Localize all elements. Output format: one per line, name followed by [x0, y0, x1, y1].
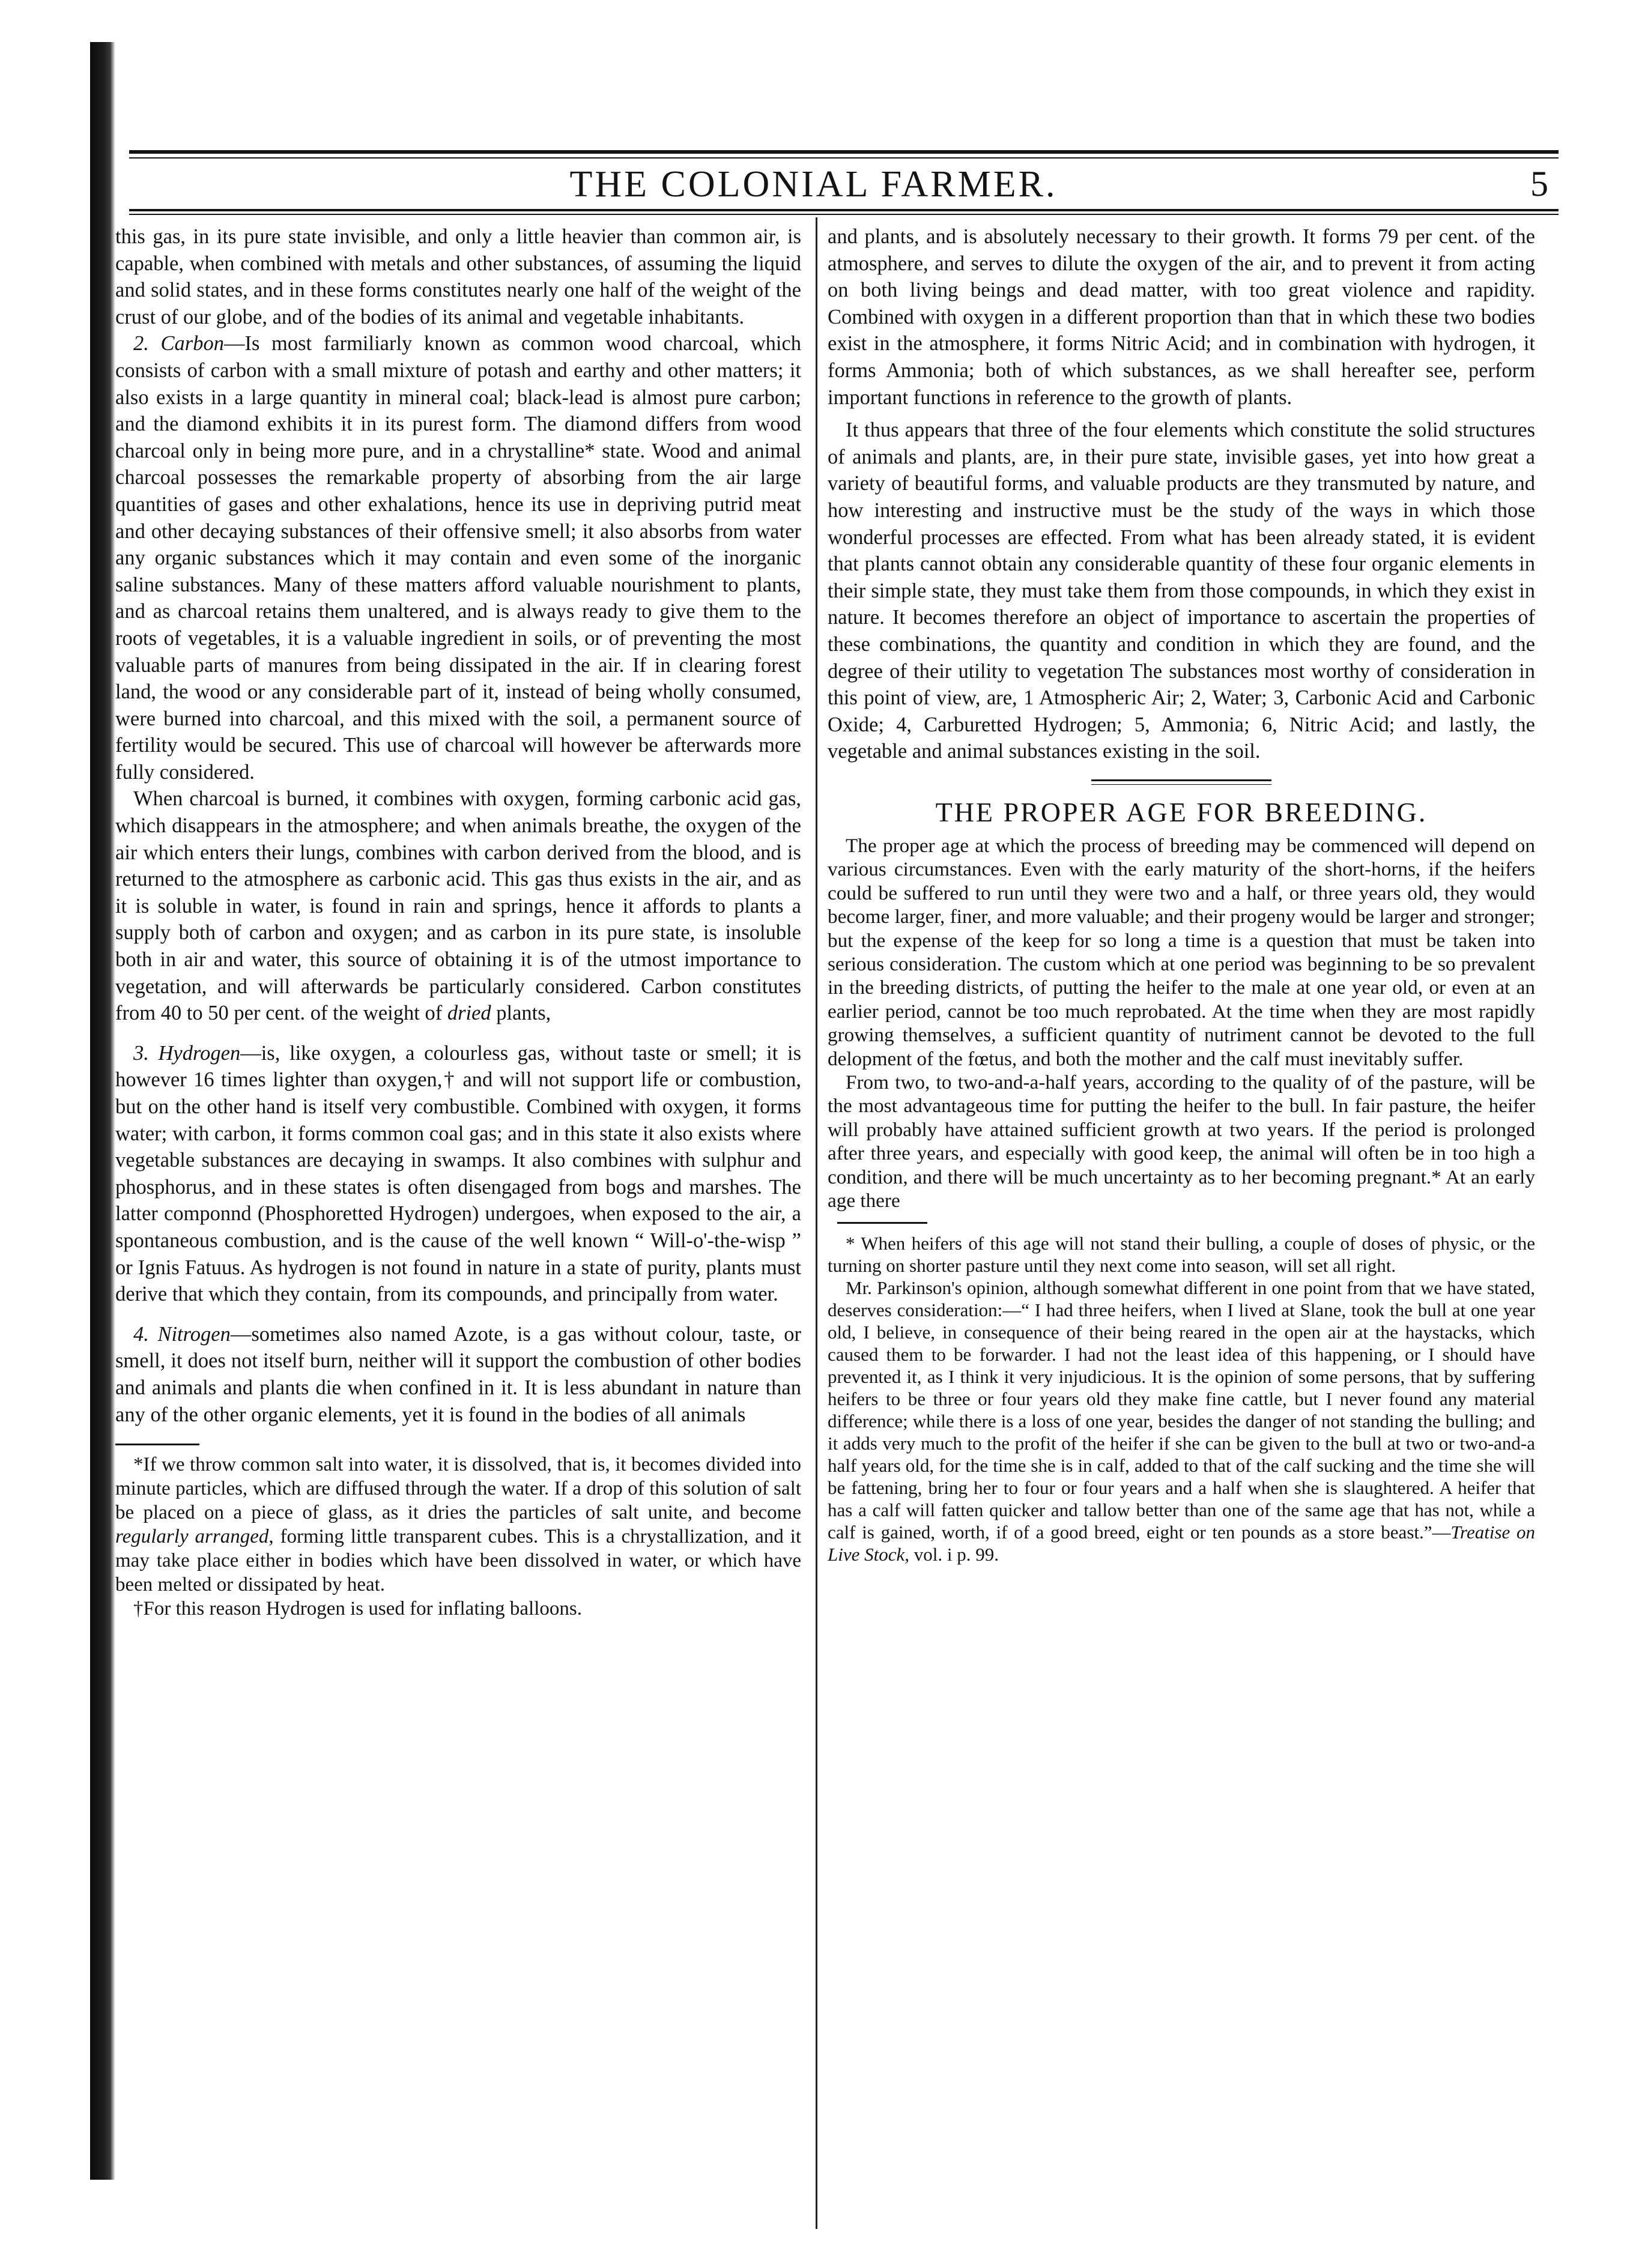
carbon-combustion-paragraph	[115, 785, 801, 1026]
header-rule-thin	[129, 214, 1559, 215]
column-divider	[816, 217, 817, 2229]
article-separator	[1091, 779, 1271, 785]
right-column	[828, 223, 1535, 1565]
oxygen-paragraph-continued: this gas, in its pure state invisible, and only a little heavier than common air, is capable, when combined with metals and other substances, of assuming the liquid and solid states, and in these forms constitutes nearly one half of the weight of the crust of our globe, and of the bodies of its animal and vegetable inhabitants.	[115, 225, 801, 328]
breeding-article	[828, 834, 1535, 1213]
header-rule	[129, 209, 1559, 211]
nitrogen-text: —sometimes also named Azote, is a gas without colour, taste, or smell, it does not itself burn, neither will it support the combustion of other bodies and animals and plants die when confined in it. It is less abundant in nature than any of the other organic elements, yet it is found in the bodies of all animals	[115, 1322, 801, 1426]
running-title: THE COLONIAL FARMER.	[569, 164, 1058, 205]
right-footnotes	[828, 1222, 1535, 1565]
nitrogen-paragraph	[115, 1321, 801, 1428]
carbon-combustion-text: When charcoal is burned, it combines with oxygen, forming carbonic acid gas, which disappears in the atmosphere; and when animals breathe, the oxygen of the air which enters their lungs, combines with carbon derived from the blood, and is returned to the atmosphere as carbonic acid. This gas thus exists in the air, and as it is soluble in water, is found in rain and springs, hence it affords to plants a supply both of carbon and oxygen; and as carbon in its pure state, is insoluble both in air and water, this source of obtaining it is of the utmost importance to vegetation, and will afterwards be particularly considered. Carbon constitutes from 40 to 50 per cent. of the weight of	[115, 787, 801, 1025]
article-paragraph-1: The proper age at which the process of breeding may be commenced will depend on various circumstances. Even with the early maturity of the short-horns, if the heifers could be suffered to run until they were two and a half, or three years old, they would become larger, finer, and more valuable; and their progeny would be larger and stronger; but the expense of the keep for so long a time is a question that must be taken into serious consideration. The custom which at one period was beginning to be so prevalent in the breeding districts, of putting the heifer to the male at one year old, or even at an earlier period, cannot be too much reprobated. At the time when they are most rapidly growing themselves, a sufficient quantity of nutriment cannot be devoted to the full delopment of the fœtus, and both the mother and the calf must inevitably suffer.	[828, 834, 1535, 1070]
footnote-heifers: * When heifers of this age will not stand their bulling, a couple of doses of physic, or the turning on shorter pasture until they next come into season, will set all right.	[828, 1233, 1535, 1277]
carbon-paragraph	[115, 330, 801, 785]
source-reference: vol. i p. 99.	[909, 1544, 999, 1565]
footnote-rule	[837, 1222, 927, 1224]
hydrogen-text: —is, like oxygen, a colourless gas, without taste or smell; it is however 16 times lighter than oxygen,† and will not support life or combustion, but on the other hand is itself very combustible. Combined with oxygen, it forms water; with carbon, it forms common coal gas; and in this state it also exists where vegetable substances are decaying in swamps. It also combines with sulphur and phosphorus, and in these states is often disengaged from bogs and marshes. The latter componnd (Phosphoretted Hydrogen) undergoes, when exposed to the air, a spontaneous combustion, and is the cause of the well known “ Will-o'-the-wisp ” or Ignis Fatuus. As hydrogen is not found in nature in a state of purity, plants must derive that which they contain, from its compounds, and principally from water.	[115, 1041, 801, 1306]
left-column	[115, 223, 801, 1621]
left-footnotes	[115, 1444, 801, 1621]
footnote-crystallization-text: *If we throw common salt into water, it is dissolved, that is, it becomes divided into minute particles, which are diffused through the water. If a drop of this solution of salt be placed on a piece of glass, as it dries the particles of salt unite, and become	[115, 1454, 801, 1524]
footnote-crystallization	[115, 1453, 801, 1597]
top-rule	[129, 150, 1559, 154]
carbon-text: —Is most farmiliarly known as common wood charcoal, which consists of carbon with a small mixture of potash and earthy and other matters; it also exists in a large quantity in mineral coal; black-lead is almost pure carbon; and the diamond exhibits it in its purest form. The diamond differs from wood charcoal only in being more pure, and in a chrystalline* state. Wood and animal charcoal possesses the remarkable property of absorbing from the air large quantities of gases and other exhalations, hence its use in depriving putrid meat and other decaying substances of their offensive smell; it also absorbs from water any organic substances which it may contain and even some of the inorganic saline substances. Many of these matters afford valuable nourishment to plants, and as charcoal retains them unaltered, and is always ready to give them to the roots of vegetables, it is a valuable ingredient in soils, or of preventing the most valuable parts of manures from being dissipated in the air. If in clearing forest land, the wood or any considerable part of it, instead of being wholly consumed, were burned into charcoal, and this mixed with the soil, a permanent source of fertility would be secured. This use of charcoal will however be afterwards more fully considered.	[115, 332, 802, 784]
nitrogen-paragraph-continued: and plants, and is absolutely necessary to their growth. It forms 79 per cent. of the atmosphere, and serves to dilute the oxygen of the air, and to prevent it from acting on both living beings and dead matter, with too great violence and rapidity. Combined with oxygen in a different proportion than that in which these two bodies exist in the atmosphere, it forms Nitric Acid; and in combination with hydrogen, it forms Ammonia; both of which substances, as we shall hereafter see, perform important functions in reference to the growth of plants.	[828, 225, 1535, 409]
page-number: 5	[1530, 164, 1548, 204]
footnote-italic: regularly arranged	[115, 1526, 269, 1548]
top-rule-thin	[129, 157, 1559, 159]
source-title: Treatise on Live Stock,	[828, 1522, 1535, 1565]
carbon-label: 2. Carbon	[133, 332, 224, 355]
article-title: THE PROPER AGE FOR BREEDING.	[935, 796, 1428, 827]
hydrogen-paragraph	[115, 1040, 801, 1308]
hydrogen-label: 3. Hydrogen	[133, 1041, 241, 1065]
footnote-balloons: †For this reason Hydrogen is used for inflating balloons.	[133, 1598, 582, 1620]
nitrogen-label: 4. Nitrogen	[133, 1322, 231, 1346]
binding-edge	[90, 42, 115, 2180]
footnote-crystallization-end: , forming little transparent cubes. This is a chrystallization, and it may take place either in bodies which have been dissolved in water, or which have been melted or dissipated by heat.	[115, 1526, 801, 1596]
carbon-combustion-end: plants,	[491, 1002, 551, 1025]
elements-summary-paragraph: It thus appears that three of the four elements which constitute the solid structures of animals and plants, are, in their pure state, invisible gases, yet into how great a variety of beautiful forms, and valuable products are they transmuted by nature, and how interesting and instructive must be the study of the ways in which those wonderful processes are effected. From what has been already stated, it is evident that plants cannot obtain any considerable quantity of these four organic elements in their simple state, they must take them from those compounds, in which they exist in nature. It becomes therefore an object of importance to ascertain the properties of these combinations, the quantity and condition in which they are found, and the degree of their utility to vegetation The substances most worthy of consideration in this point of view, are, 1 Atmospheric Air; 2, Water; 3, Carbonic Acid and Carbonic Oxide; 4, Carburetted Hydrogen; 5, Ammonia; 6, Nitric Acid; and lastly, the vegetable and animal substances existing in the soil.	[828, 419, 1535, 763]
footnote-parkinson-text: Mr. Parkinson's opinion, although somewhat different in one point from that we have stated, deserves consideration:—“ I had three heifers, when I lived at Slane, took the bull at one year old, I believe, in consequence of their being reared in the open air at the haystacks, which caused them to be forwarder. I had not the least idea of this happening, or I should have prevented it, as I think it very injudicious. It is the opinion of some persons, that by suffering heifers to be three or four years old they make fine cattle, but I never found any material difference; while there is a loss of one year, besides the danger of not standing the bulling; and it adds very much to the profit of the heifer if she can be given to the bull at two or two-and-a half years old, for the time she is in calf, added to that of the calf sucking and the time she will be fattening, bring her to four or four years and a half when she is slaughtered. A heifer that has a calf will fatten quicker and tallow better than one of the same age that has not, while a calf is gained, worth, if of a good breed, eight or ten pounds as a store beast.”—	[828, 1277, 1535, 1543]
footnote-rule	[115, 1444, 199, 1445]
article-paragraph-2: From two, to two-and-a-half years, according to the quality of of the pasture, will be the most advantageous time for putting the heifer to the bull. In fair pasture, the heifer will probably have attained sufficient growth at two years. If the period is prolonged after three years, and especially with good keep, the animal will often be in too high a condition, and there will be much uncertainty as to her becoming pregnant.* At an early age there	[828, 1071, 1535, 1212]
footnote-parkinson	[828, 1277, 1535, 1565]
dried-italic: dried	[447, 1002, 491, 1025]
